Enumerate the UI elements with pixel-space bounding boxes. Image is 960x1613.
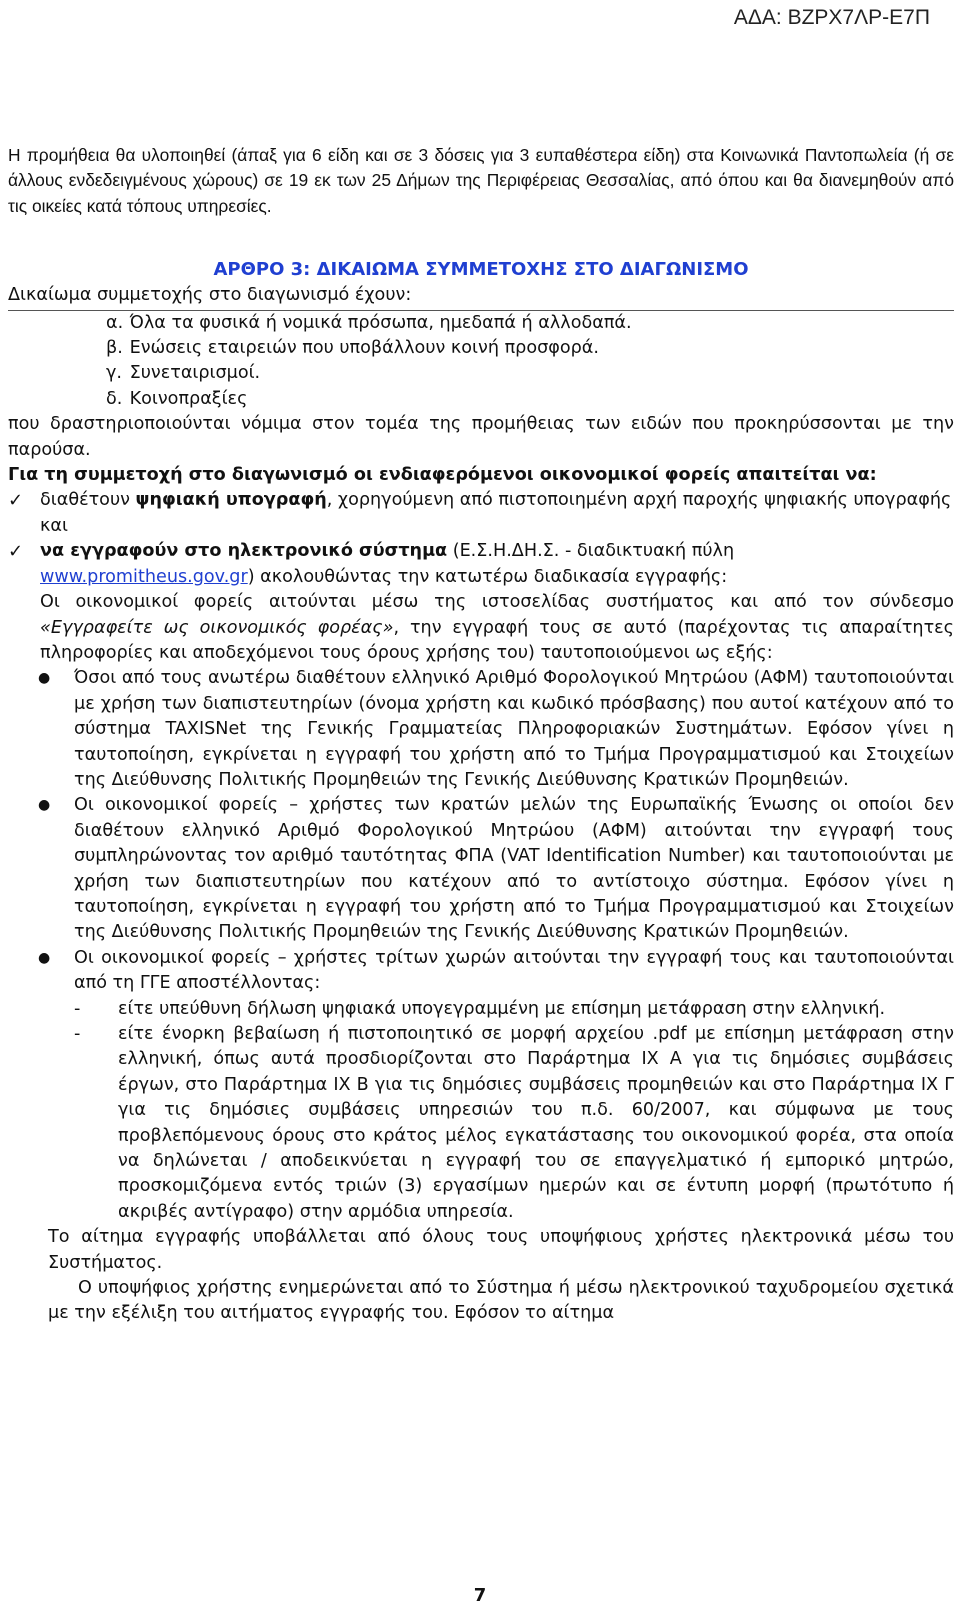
item-marker: δ. — [106, 388, 123, 409]
check2-tail: ) ακολουθώντας την κατωτέρω διαδικασία εγγραφής: — [247, 566, 728, 587]
dash-text: είτε ένορκη βεβαίωση ή πιστοποιητικό σε μορφή αρχείου .pdf με επίσημη μετάφραση στην ελληνική, όπως αυτά προσδιορίζονται στο Παράρτημα ΙΧ Α για τις δημόσιες συμβάσεις έργων, στο Παράρτημα ΙΧ Β για τις δημόσιες συμβάσεις προμηθειών και στο Παράρτημα ΙΧ Γ για τις δημόσιες συμβάσεις υπηρεσιών του π.δ. 60/2007, και σύμφωνα με τους προβλεπόμενους όρους στο κράτος μέλος εγκατάστασης του οικονομικού φορέα, στα οποία να δηλώνεται / αποδεικνύεται η εγγραφή του σε επαγγελματικό ή εμπορικό μητρώο, προσκομιζόμενα εντός τριών (3) εργασίμων ημερών και σε έντυπη μορφή (πρωτότυπο ή ακριβές αντίγραφο) στην αρμόδια υπηρεσία. — [118, 1024, 954, 1222]
item-marker: β. — [106, 338, 123, 359]
list-item — [8, 387, 954, 412]
item-marker: α. — [106, 312, 124, 333]
item-text: Ενώσεις εταιρειών που υποβάλλουν κοινή προσφορά. — [129, 338, 599, 359]
bullet-item-1 — [8, 666, 954, 793]
dash-marker: - — [74, 998, 81, 1019]
check-icon: ✓ — [8, 490, 24, 512]
dash-marker: - — [74, 1024, 81, 1044]
reg-italic: «Εγγραφείτε ως οικονομικός φορέας» — [40, 617, 394, 638]
article-title: ΑΡΘΡΟ 3: ΔΙΚΑΙΩΜΑ ΣΥΜΜΕΤΟΧΗΣ ΣΤΟ ΔΙΑΓΩΝΙΣΜΟ — [213, 259, 749, 281]
after-items-text: που δραστηριοποιούνται νόμιμα στον τομέα της προμήθειας των ειδών που προκηρύσσονται με την παρούσα. — [8, 414, 954, 460]
dash-item-2 — [8, 1022, 954, 1225]
check1-pre: διαθέτουν — [40, 490, 136, 511]
bullet-text: Οι οικονομικοί φορείς – χρήστες τρίτων χωρών αιτούνται την εγγραφή τους και ταυτοποιούνται από τη ΓΓΕ αποστέλλοντας: — [74, 947, 954, 994]
bullet-text: Οι οικονομικοί φορείς – χρήστες των κρατών μελών της Ευρωπαϊκής Ένωσης οι οποίοι δεν διαθέτουν ελληνικό Αριθμό Φορολογικού Μητρώου (ΑΦΜ) αιτούνται την εγγραφή τους συμπληρώνοντας τον αριθμό ταυτότητας ΦΠΑ (VAT Identification Number) και ταυτοποιούνται με χρήση των διαπιστευτηρίων που κατέχουν από το αντίστοιχο σύστημα. Εφόσον γίνει η ταυτοποίηση, εγκρίνεται η εγγραφή του χρήστη από το Τμήμα Προγραμματισμού και Στοιχείων της Διεύθυνσης Πολιτικής Προμηθειών της Γενικής Διεύθυνσης Κρατικών Προμηθειών. — [74, 795, 954, 943]
page-number: 7 — [473, 1585, 487, 1606]
bullet-text: Όσοι από τους ανωτέρω διαθέτουν ελληνικό Αριθμό Φορολογικού Μητρώου (ΑΦΜ) ταυτοποιούνται με χρήση των διαπιστευτηρίων (όνομα χρήστη και κωδικό πρόσβασης) που αυτοί κατέχουν από το σύστημα TAXISNet της Γενικής Γραμματείας Πληροφοριακών Συστημάτων. Εφόσον γίνει η ταυτοποίηση, εγκρίνεται η εγγραφή του χρήστη από το Τμήμα Προγραμματισμού και Στοιχείων της Διεύθυνσης Πολιτικής Προμηθειών της Γενικής Διεύθυνσης Κρατικών Προμηθειών. — [74, 668, 954, 790]
promitheus-link[interactable]: www.promitheus.gov.gr — [40, 566, 248, 587]
title-rule — [8, 283, 954, 310]
closing-paragraph-1: Το αίτημα εγγραφής υποβάλλεται από όλους τους υποψήφιους χρήστες ηλεκτρονικά μέσω του Συστήματος. — [48, 1227, 954, 1273]
bullet-item-2 — [8, 793, 954, 945]
and-word: και — [40, 515, 68, 536]
reg-pre: Οι οικονομικοί φορείς αιτούνται μέσω της ιστοσελίδας συστήματος και από τον σύνδεσμο — [40, 592, 954, 613]
dash-item-1 — [8, 997, 954, 1022]
requirement-check-2 — [8, 539, 954, 564]
check1-post: , χορηγούμενη από πιστοποιημένη αρχή παροχής ψηφιακής υπογραφής — [326, 490, 952, 511]
list-item — [8, 311, 954, 336]
check2-continuation — [8, 565, 954, 590]
check-icon: ✓ — [8, 541, 24, 563]
requirement-check-1 — [8, 488, 954, 539]
closing-paragraph-2: Ο υποψήφιος χρήστης ενημερώνεται από το Σύστημα ή μέσω ηλεκτρονικού ταχυδρομείου σχετικά με την εξέλιξη του αιτήματος εγγραφής του. Εφόσον το αίτημα — [48, 1278, 954, 1324]
check2-post: (Ε.Σ.Η.ΔΗ.Σ. - διαδικτυακή πύλη — [447, 541, 735, 562]
check1-bold: ψηφιακή υπογραφή — [135, 490, 327, 511]
check2-bold: να εγγραφούν στο ηλεκτρονικό σύστημα — [40, 541, 448, 562]
bullet-item-3 — [8, 946, 954, 997]
requirement-heading: Για τη συμμετοχή στο διαγωνισμό οι ενδιαφερόμενοι οικονομικοί φορείς απαιτείται να: — [8, 465, 877, 486]
document-id: ΑΔΑ: ΒΖΡΧ7ΛΡ-Ε7Π — [733, 6, 930, 29]
bullet-icon: ● — [38, 949, 51, 966]
bullet-icon: ● — [38, 797, 51, 814]
reg-post: , την εγγραφή τους σε αυτό (παρέχοντας τις απαραίτητες πληροφορίες και αποδεχόμενοι τους όρους χρήσης του) ταυτοποιούμενοι ως εξής: — [40, 617, 955, 663]
list-item — [8, 336, 954, 361]
article-lead: Δικαίωμα συμμετοχής στο διαγωνισμό έχουν: — [8, 285, 412, 306]
participant-list — [8, 311, 954, 413]
dash-text: είτε υπεύθυνη δήλωση ψηφιακά υπογεγραμμένη με επίσημη μετάφραση στην ελληνική. — [118, 998, 886, 1019]
list-item — [8, 361, 954, 386]
document-body — [8, 143, 954, 1327]
item-text: Κοινοπραξίες — [129, 388, 248, 409]
intro-paragraph: Η προμήθεια θα υλοποιηθεί (άπαξ για 6 είδη και σε 3 δόσεις για 3 ευπαθέστερα είδη) στα Κοινωνικά Παντοπωλεία (ή σε άλλους ενδεδειγμένους χώρους) σε 19 εκ των 25 Δήμων της Περιφέρειας Θεσσαλίας, από όπου και θα διανεμηθούν από τις οικείες κατά τόπους υπηρεσίες. — [8, 145, 954, 216]
bullet-icon: ● — [38, 670, 51, 687]
item-marker: γ. — [106, 363, 123, 384]
registration-paragraph — [8, 590, 954, 666]
item-text: Όλα τα φυσικά ή νομικά πρόσωπα, ημεδαπά ή αλλοδαπά. — [129, 312, 632, 333]
item-text: Συνεταιρισμοί. — [129, 363, 261, 384]
